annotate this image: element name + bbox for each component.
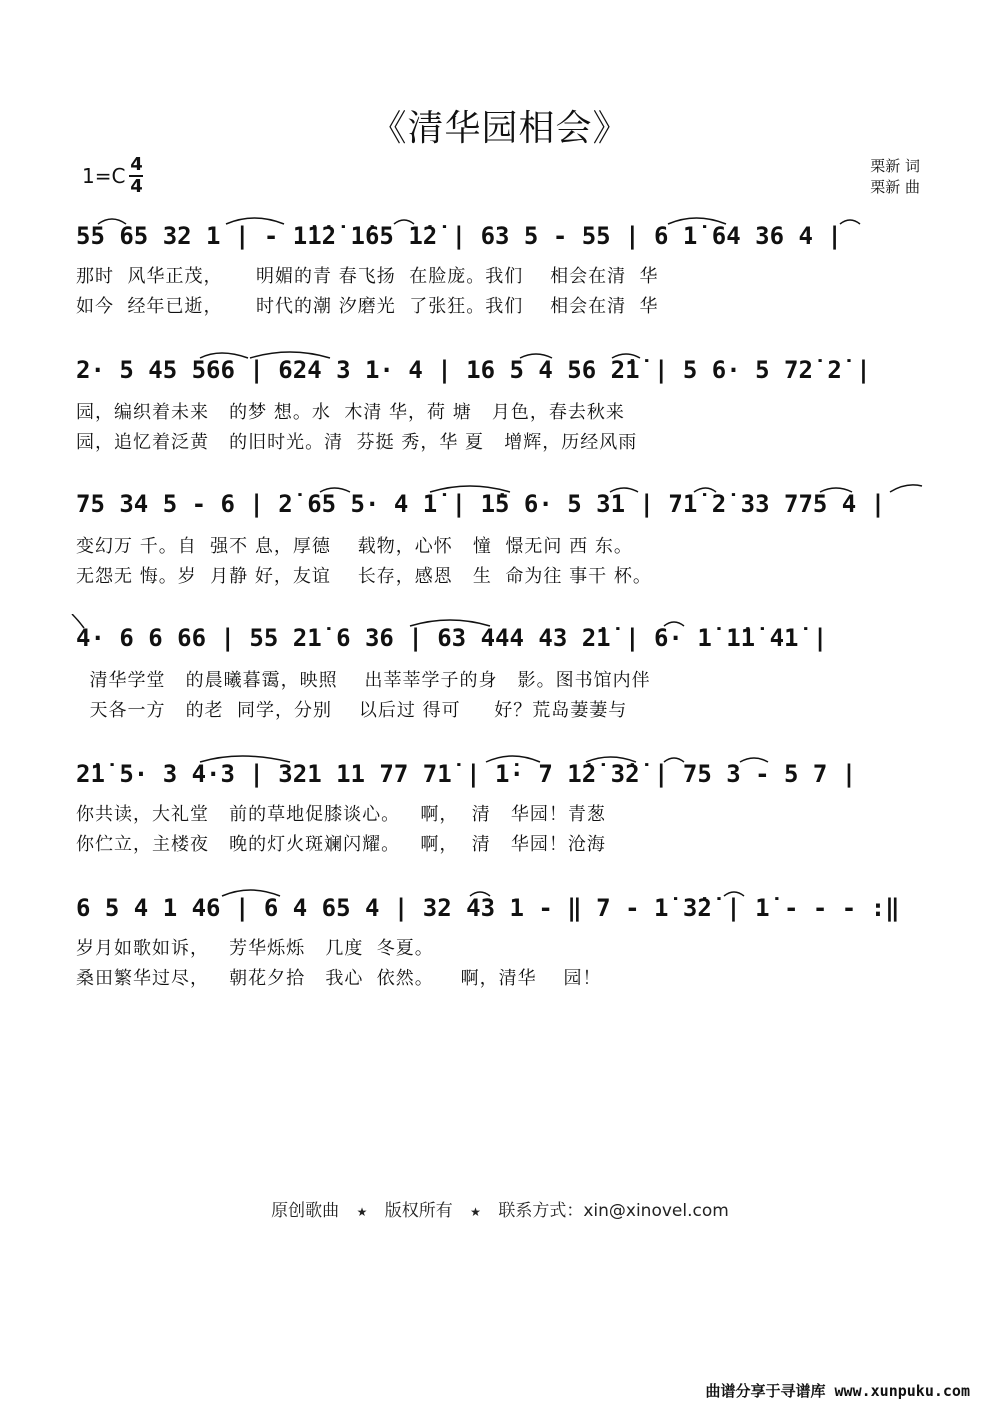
lyricist-credit: 栗新 词 (870, 157, 920, 175)
lyric-verse-2: 桑田繁华过尽， 朝花夕拾 我心 依然。 啊，清华 园！ (76, 968, 602, 989)
notation-line (0, 346, 1000, 390)
star-icon: ★ (356, 1205, 368, 1219)
footer-copyright: 版权所有 (384, 1201, 453, 1221)
notation-line (0, 480, 1000, 524)
star-icon: ★ (470, 1205, 481, 1219)
footer-contact: 联系方式：xin@xinovel.com (498, 1201, 729, 1221)
note-row: 55 65 32 1 | - 1̇1̇2̇ 1̇65 1̇2̇ | 63 5 - 55 | 6 1̇ 64 36 4 | (76, 222, 842, 250)
time-top: 4 (130, 154, 143, 175)
lyric-verse-1: 那时 风华正茂， 明媚的青 春飞扬 在脸庞。我们 相会在清 华 (76, 266, 659, 287)
footer (0, 1196, 1000, 1221)
notation-line (0, 614, 1000, 658)
song-title: 《清华园相会》 (370, 108, 630, 149)
time-signature (129, 155, 143, 197)
lyric-verse-2: 天各一方 的老 同学，分别 以后过 得可 好？荒岛萋萋与 (76, 700, 628, 721)
lyric-verse-1: 岁月如歌如诉， 芳华烁烁 几度 冬夏。 (76, 938, 434, 959)
site-watermark: 曲谱分享于寻谱库 www.xunpuku.com (705, 1382, 970, 1400)
lyric-verse-1: 你共读，大礼堂 前的草地促膝谈心。 啊， 清 华园！青葱 (76, 804, 606, 825)
lyric-verse-2: 如今 经年已逝， 时代的潮 汐磨光 了张狂。我们 相会在清 华 (76, 296, 659, 317)
credits (870, 156, 920, 198)
key-prefix: 1=C (82, 164, 126, 188)
note-row: 4· 6 6 66 | 55 21̇ 6 36 | 63 444 43 2̇1̇ | 6· 1̇ 1̇1̇ 41̇ | (76, 624, 828, 652)
notation-line (0, 212, 1000, 256)
composer-credit: 栗新 曲 (870, 178, 920, 196)
lyric-verse-1: 清华学堂 的晨曦暮霭，映照 出莘莘学子的身 影。图书馆内伴 (76, 670, 651, 691)
lyric-verse-2: 园，追忆着泛黄 的旧时光。清 芬挺 秀，华 夏 增辉，历经风雨 (76, 432, 638, 453)
footer-original-song: 原创歌曲 (271, 1201, 340, 1221)
lyric-verse-1: 园，编织着未来 的梦 想。水 木清 华，荷 塘 月色，春去秋来 (76, 402, 625, 423)
note-row: 6 5 4 1 46 | 6 4 65 4 | 32 43 1 - ‖ 7 - 1̇ 3̇2̇ | 1̇ - - - :‖ (76, 894, 900, 922)
notation-line (0, 750, 1000, 794)
note-row: 2· 5 45 566 | 624 3 1· 4 | 16 5 4 56 2̇1̇ | 5 6· 5 72̇ 2̇ | (76, 356, 871, 384)
lyric-verse-1: 变幻万 千。自 强不 息，厚德 载物，心怀 憧 憬无问 西 东。 (76, 536, 633, 557)
note-row: 2̇1̇ 5· 3 4·3 | 321 11 77 71̇ | 1̇· 7 1̇2̇ 3̇2̇ | 75 3 - 5 7 | (76, 760, 857, 788)
lyric-verse-2: 你伫立，主楼夜 晚的灯火斑斓闪耀。 啊， 清 华园！沧海 (76, 834, 606, 855)
note-row: 75 34 5 - 6 | 2̇ 65 5· 4 1̇ | 1̇5 6· 5 31 | 71̇ 2̇ 33 775 4 | (76, 490, 886, 518)
time-bottom: 4 (130, 176, 143, 197)
key-signature (82, 152, 143, 200)
notation-line (0, 884, 1000, 928)
lyric-verse-2: 无怨无 悔。岁 月静 好，友谊 长存，感恩 生 命为往 事干 杯。 (76, 566, 652, 587)
